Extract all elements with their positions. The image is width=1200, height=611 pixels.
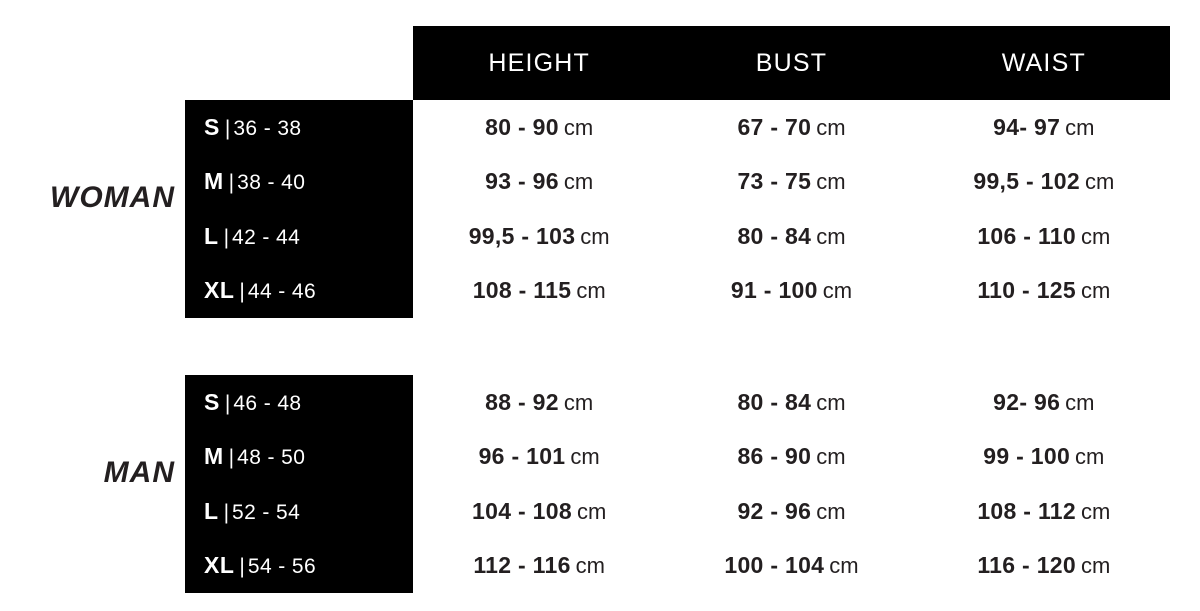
bust-value: 80 - 84: [737, 222, 812, 249]
table-row: [185, 484, 1170, 539]
table-body-woman: [185, 100, 1170, 318]
size-cell: [185, 498, 413, 525]
group-label-man: MAN: [103, 456, 175, 489]
unit-label: cm: [576, 278, 606, 304]
height-cell: [413, 277, 665, 304]
bust-cell: [665, 277, 917, 304]
waist-cell: [918, 498, 1170, 525]
unit-label: cm: [563, 169, 594, 195]
table-row: [185, 430, 1170, 485]
size-cell: [185, 552, 413, 579]
size-cell: [185, 223, 413, 250]
height-cell: [413, 223, 665, 250]
height-value: 93 - 96: [485, 168, 559, 195]
unit-label: cm: [570, 444, 600, 470]
unit-label: cm: [576, 498, 607, 524]
waist-value: 99,5 - 102: [973, 168, 1080, 195]
waist-value: 99 - 100: [983, 443, 1071, 470]
unit-label: cm: [816, 223, 846, 249]
size-letter: XL: [204, 277, 235, 304]
size-letter: S: [204, 388, 220, 415]
bust-value: 86 - 90: [737, 443, 812, 470]
unit-label: cm: [1080, 223, 1111, 249]
column-header-bust: BUST: [755, 48, 828, 77]
size-eu: 38 - 40: [237, 171, 306, 195]
size-eu: 46 - 48: [233, 391, 302, 415]
column-header-height: HEIGHT: [488, 48, 590, 77]
table-row: [185, 155, 1170, 210]
unit-label: cm: [816, 444, 846, 470]
unit-label: cm: [816, 169, 846, 195]
height-cell: [413, 168, 665, 195]
size-eu: 44 - 46: [247, 280, 317, 304]
column-header-waist: WAIST: [1001, 48, 1086, 77]
size-separator: |: [223, 500, 230, 524]
waist-cell: [918, 223, 1170, 250]
table-row: [185, 539, 1170, 594]
table-row: [185, 100, 1170, 155]
unit-label: cm: [816, 114, 846, 140]
size-separator: |: [228, 171, 235, 195]
unit-label: cm: [1080, 498, 1111, 524]
height-value: 104 - 108: [472, 497, 572, 524]
size-cell: [185, 389, 413, 416]
bust-cell: [665, 168, 917, 195]
height-cell: [413, 443, 665, 470]
size-separator: |: [239, 555, 245, 579]
size-eu: 52 - 54: [232, 500, 301, 524]
size-cell: [185, 114, 413, 141]
unit-label: cm: [575, 553, 605, 579]
waist-cell: [918, 114, 1170, 141]
height-value: 112 - 116: [473, 552, 571, 579]
size-separator: |: [239, 280, 245, 304]
height-cell: [413, 552, 665, 579]
waist-cell: [918, 443, 1170, 470]
height-value: 80 - 90: [485, 113, 559, 140]
size-eu: 48 - 50: [237, 446, 306, 470]
bust-value: 73 - 75: [737, 168, 812, 195]
height-cell: [413, 498, 665, 525]
unit-label: cm: [1080, 278, 1111, 304]
waist-cell: [918, 168, 1170, 195]
unit-label: cm: [816, 498, 846, 524]
table-header-row: [413, 26, 1170, 100]
unit-label: cm: [829, 553, 859, 579]
size-separator: |: [224, 391, 231, 415]
table-body-man: [185, 375, 1170, 593]
unit-label: cm: [1075, 444, 1105, 470]
unit-label: cm: [563, 114, 594, 140]
bust-value: 100 - 104: [724, 552, 825, 579]
bust-cell: [665, 389, 917, 416]
bust-value: 67 - 70: [737, 113, 812, 140]
size-letter: M: [204, 443, 224, 470]
waist-cell: [918, 277, 1170, 304]
group-label-woman: WOMAN: [50, 181, 175, 214]
bust-cell: [665, 443, 917, 470]
table-row: [185, 375, 1170, 430]
unit-label: cm: [1084, 169, 1115, 195]
size-eu: 42 - 44: [232, 225, 301, 249]
size-letter: S: [204, 113, 220, 140]
height-value: 108 - 115: [472, 277, 572, 304]
height-value: 88 - 92: [485, 388, 559, 415]
size-eu: 36 - 38: [233, 116, 302, 140]
waist-cell: [918, 389, 1170, 416]
bust-cell: [665, 114, 917, 141]
unit-label: cm: [580, 223, 610, 249]
height-value: 96 - 101: [478, 443, 566, 470]
unit-label: cm: [563, 389, 594, 415]
waist-cell: [918, 552, 1170, 579]
size-separator: |: [224, 116, 231, 140]
height-value: 99,5 - 103: [468, 222, 576, 249]
bust-cell: [665, 223, 917, 250]
size-cell: [185, 443, 413, 470]
bust-value: 91 - 100: [730, 277, 818, 304]
size-letter: XL: [204, 552, 235, 579]
unit-label: cm: [1080, 553, 1111, 579]
size-cell: [185, 277, 413, 304]
bust-value: 92 - 96: [737, 497, 812, 524]
bust-cell: [665, 552, 917, 579]
waist-value: 116 - 120: [977, 552, 1076, 579]
size-separator: |: [223, 225, 230, 249]
size-cell: [185, 168, 413, 195]
table-row: [185, 264, 1170, 319]
size-separator: |: [228, 446, 235, 470]
height-cell: [413, 389, 665, 416]
bust-value: 80 - 84: [737, 388, 812, 415]
size-letter: L: [204, 497, 219, 524]
waist-value: 92- 96: [993, 388, 1061, 415]
unit-label: cm: [816, 389, 846, 415]
table-row: [185, 209, 1170, 264]
waist-value: 108 - 112: [977, 497, 1076, 524]
waist-value: 110 - 125: [977, 277, 1076, 304]
size-letter: L: [204, 222, 219, 249]
size-letter: M: [204, 168, 224, 195]
size-eu: 54 - 56: [247, 555, 317, 579]
unit-label: cm: [1065, 114, 1095, 140]
unit-label: cm: [822, 278, 853, 304]
unit-label: cm: [1065, 389, 1095, 415]
height-cell: [413, 114, 665, 141]
waist-value: 94- 97: [993, 113, 1061, 140]
waist-value: 106 - 110: [977, 222, 1076, 249]
bust-cell: [665, 498, 917, 525]
